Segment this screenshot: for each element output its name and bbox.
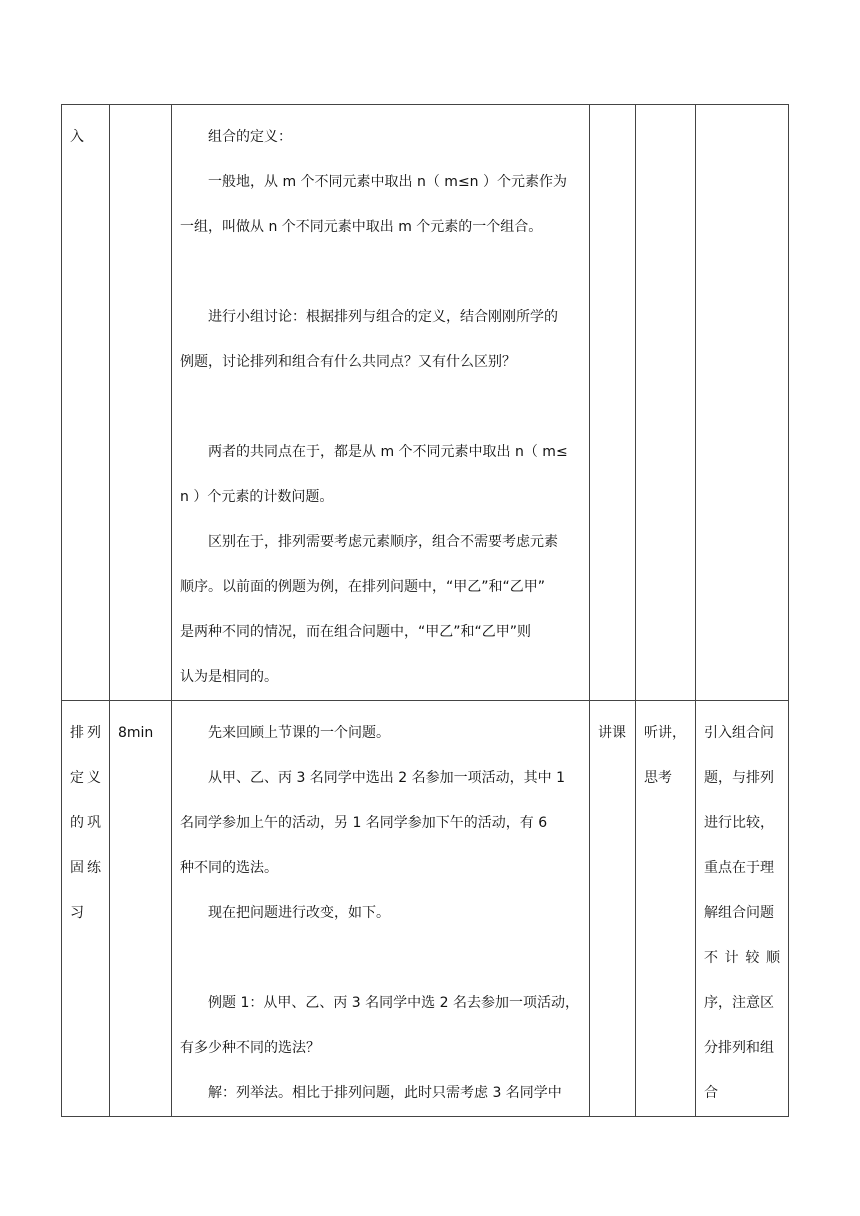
content-line: 有多少种不同的选法？ [180, 1040, 320, 1056]
content-line: 解：列举法。相比于排列问题，此时只需考虑 3 名同学中 [208, 1085, 562, 1101]
purpose-line: 重点在于理 [704, 860, 774, 876]
content-line: 现在把问题进行改变，如下。 [208, 905, 390, 921]
content-line: 先来回顾上节课的一个问题。 [208, 725, 390, 741]
purpose-line: 引入组合问 [704, 725, 774, 741]
content-line: 是两种不同的情况，而在组合问题中，“甲乙”和“乙甲”则 [180, 624, 532, 640]
purpose-line: 解组合问题 [704, 905, 774, 921]
purpose-line: 进行比较， [704, 815, 774, 831]
time-text [118, 115, 163, 160]
student-activity-line: 听讲， [644, 725, 686, 741]
content-body [172, 105, 589, 700]
content-line: 认为是相同的。 [180, 669, 278, 685]
purpose-line: 题，与排列 [704, 770, 774, 786]
content-cell [172, 105, 590, 701]
table-row [62, 105, 789, 701]
content-line: 例题，讨论排列和组合有什么共同点？又有什么区别？ [180, 354, 516, 370]
content-line: n ）个元素的计数问题。 [180, 489, 334, 505]
content-line: 进行小组讨论：根据排列与组合的定义，结合刚刚所学的 [208, 309, 558, 325]
student-activity-body [636, 701, 695, 801]
stage-line: 的巩 [70, 815, 101, 831]
purpose-body [696, 701, 788, 1116]
stage-text: 入 [70, 129, 84, 145]
blank-line [180, 250, 581, 295]
purpose-line: 分排列和组 [704, 1040, 774, 1056]
content-line: 区别在于，排列需要考虑元素顺序，组合不需要考虑元素 [208, 534, 558, 550]
content-line: 顺序。以前面的例题为例，在排列问题中，“甲乙”和“乙甲” [180, 579, 546, 595]
stage-line: 习 [70, 905, 84, 921]
stage-cell [62, 105, 110, 701]
content-line: 一般地，从 m 个不同元素中取出 n（ m≤n ）个元素作为 [208, 174, 568, 190]
content-line: 两者的共同点在于，都是从 m 个不同元素中取出 n（ m≤ [208, 444, 568, 460]
purpose-cell [696, 105, 789, 701]
stage-line: 固练 [70, 860, 101, 876]
time-text: 8min [118, 725, 154, 741]
content-line: 种不同的选法。 [180, 860, 278, 876]
student-activity-cell [636, 701, 696, 1117]
teacher-activity-cell [590, 701, 636, 1117]
stage-cell [62, 701, 110, 1117]
content-body [172, 701, 589, 1116]
stage-line: 定义 [70, 770, 101, 786]
content-line: 名同学参加上午的活动，另 1 名同学参加下午的活动，有 6 [180, 815, 548, 831]
time-cell [110, 105, 172, 701]
content-line: 一组，叫做从 n 个不同元素中取出 m 个元素的一个组合。 [180, 219, 543, 235]
stage-body [62, 701, 109, 936]
purpose-line: 合 [704, 1085, 718, 1101]
lesson-plan-table [61, 104, 789, 1117]
teacher-activity-cell [590, 105, 636, 701]
teacher-activity-text: 讲课 [598, 725, 626, 741]
purpose-line: 不计较顺 [704, 950, 780, 966]
purpose-line: 序，注意区 [704, 995, 774, 1011]
content-line: 组合的定义： [208, 129, 292, 145]
stage-line: 排列 [70, 725, 101, 741]
purpose-cell [696, 701, 789, 1117]
student-activity-line: 思考 [644, 770, 672, 786]
content-line: 例题 1：从甲、乙、丙 3 名同学中选 2 名去参加一项活动， [208, 995, 579, 1011]
content-line: 从甲、乙、丙 3 名同学中选出 2 名参加一项活动，其中 1 [208, 770, 565, 786]
time-cell [110, 701, 172, 1117]
student-activity-cell [636, 105, 696, 701]
blank-line [180, 385, 581, 430]
blank-line [180, 936, 581, 981]
table-row [62, 701, 789, 1117]
content-cell [172, 701, 590, 1117]
